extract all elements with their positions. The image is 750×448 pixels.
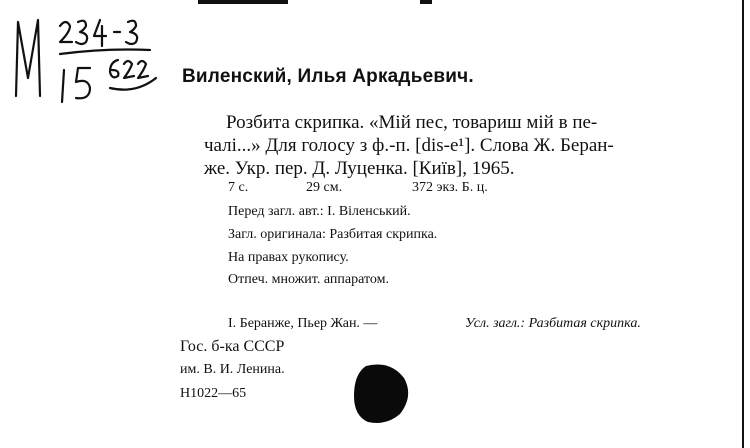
added-entry-name: І. Беранже, Пьер Жан. — (228, 316, 378, 331)
note-line: Отпеч. множит. аппаратом. (228, 272, 389, 287)
card-right-edge (742, 0, 744, 448)
added-entry-uniform-title: Усл. загл.: Разбитая скрипка. (465, 316, 641, 331)
library-line: им. В. И. Ленина. (180, 362, 285, 377)
note-line: Перед загл. авт.: І. Віленський. (228, 204, 411, 219)
top-edge-mark (198, 0, 288, 4)
card-number: Н1022—65 (180, 386, 247, 401)
physical-copies: 372 экз. Б. ц. (412, 180, 488, 195)
handwritten-shelfmark (6, 8, 166, 108)
author-heading: Виленский, Илья Аркадьевич. (182, 66, 474, 87)
note-line: Загл. оригинала: Разбитая скрипка. (228, 227, 438, 242)
note-line: На правах рукопису. (228, 250, 349, 265)
physical-pages: 7 с. (228, 180, 249, 195)
top-edge-tick (420, 0, 432, 4)
description-line-3: же. Укр. пер. Д. Луценка. [Київ], 1965. (204, 158, 515, 179)
svg-text:М: М (6, 8, 7, 9)
ink-blot-stamp (352, 360, 412, 426)
description-line-2: чалі...» Для голосу з ф.-п. [dis-e¹]. Слова Ж. Беран- (204, 135, 614, 156)
library-line: Гос. б-ка СССР (180, 338, 285, 355)
physical-size: 29 см. (306, 180, 343, 195)
description-line-1: Розбита скрипка. «Мій пес, товариш мій в пе- (226, 112, 598, 133)
